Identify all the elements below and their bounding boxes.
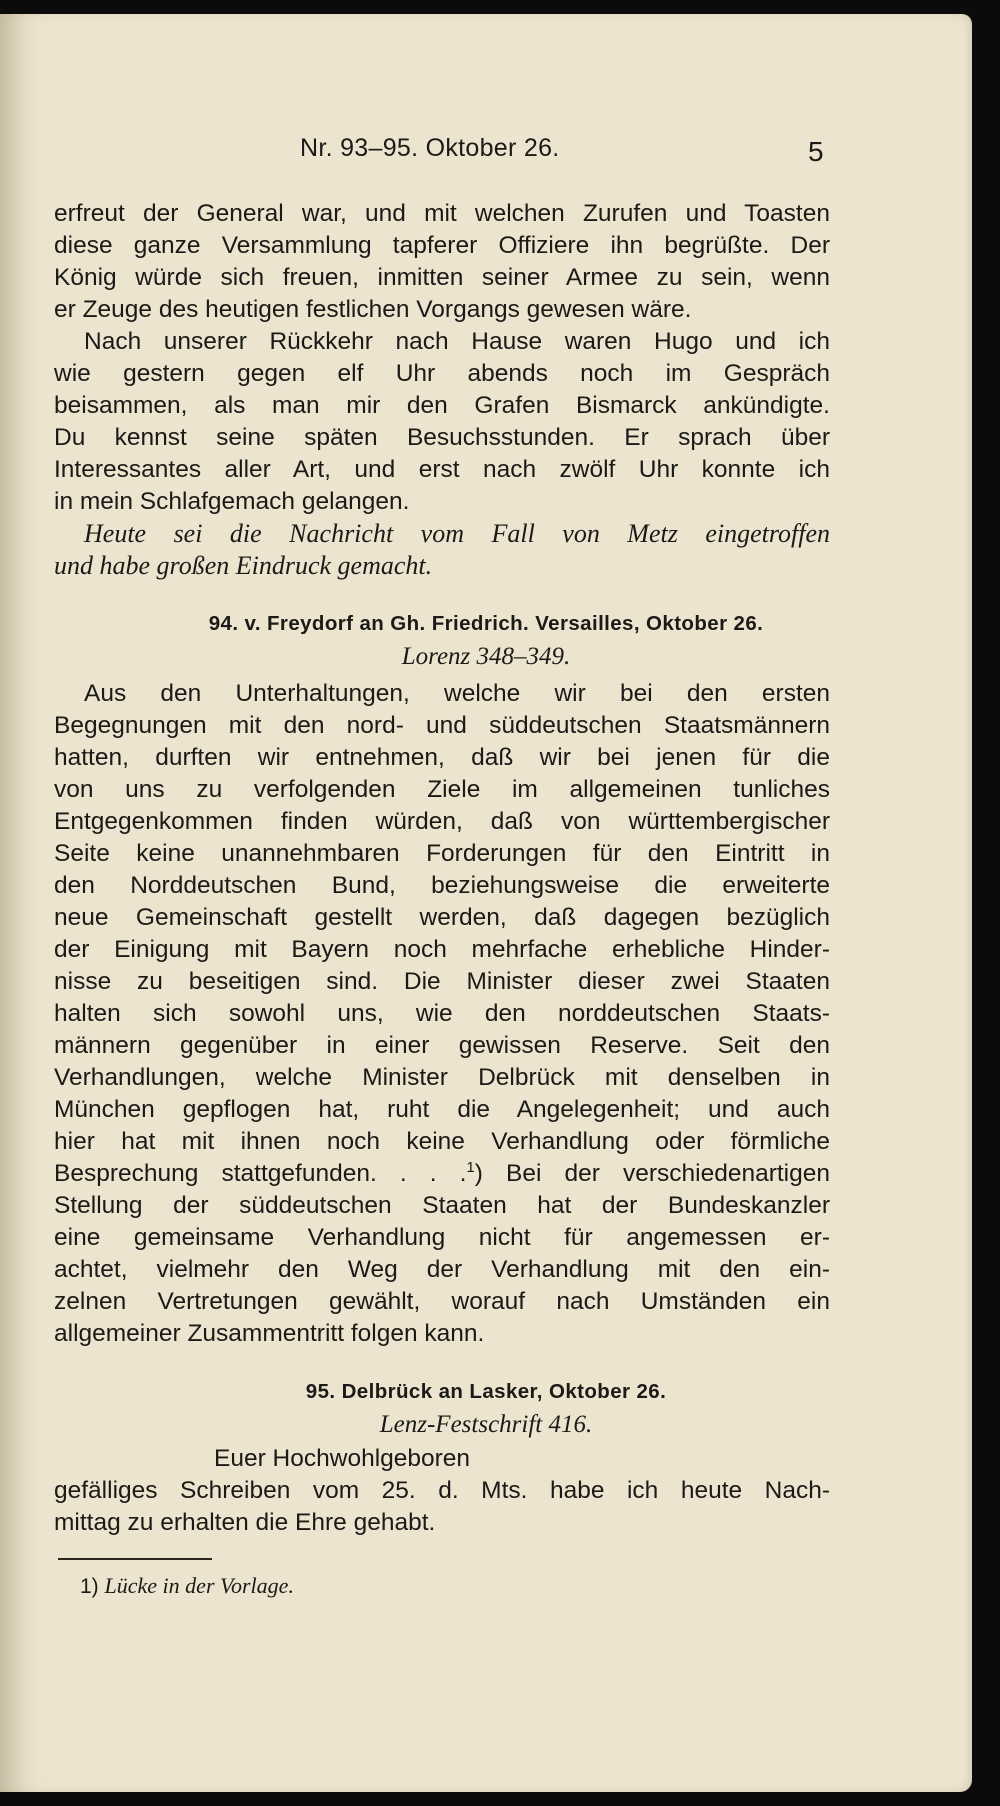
footnote-reference: 1 bbox=[466, 1158, 475, 1176]
text-line-with-footnote bbox=[54, 1158, 830, 1190]
text-line: hier hat mit ihnen noch keine Verhandlung oder förmliche bbox=[54, 1128, 830, 1155]
text-line: mittag zu erhalten die Ehre gehabt. bbox=[54, 1509, 436, 1536]
text-line: hatten, durften wir entnehmen, daß wir bei jenen für die bbox=[54, 744, 830, 771]
text-segment: Besprechung stattgefunden. . . . bbox=[54, 1160, 467, 1187]
text-line: Interessantes aller Art, und erst nach zwölf Uhr konnte ich bbox=[54, 456, 830, 483]
document-95-source: Lenz-Festschrift 416. bbox=[379, 1411, 593, 1438]
document-95-heading: 95. Delbrück an Lasker, Oktober 26. bbox=[305, 1380, 667, 1403]
text-line: von uns zu verfolgenden Ziele im allgemeinen tunliches bbox=[54, 776, 830, 803]
text-line: er Zeuge des heutigen festlichen Vorgangs gewesen wäre. bbox=[54, 296, 692, 323]
text-line: gefälliges Schreiben vom 25. d. Mts. habe ich heute Nach- bbox=[54, 1477, 830, 1504]
text-line: König würde sich freuen, inmitten seiner Armee zu sein, wenn bbox=[54, 264, 830, 291]
running-title: Nr. 93–95. Oktober 26. bbox=[300, 134, 560, 162]
text-line: neue Gemeinschaft gestellt werden, daß dagegen bezüglich bbox=[54, 904, 830, 931]
text-line: halten sich sowohl uns, wie den norddeutschen Staats- bbox=[54, 1000, 830, 1027]
text-line: eine gemeinsame Verhandlung nicht für angemessen er- bbox=[54, 1224, 830, 1251]
text-line: nisse zu beseitigen sind. Die Minister dieser zwei Staaten bbox=[54, 968, 830, 995]
text-line: wie gestern gegen elf Uhr abends noch im Gespräch bbox=[54, 360, 830, 387]
text-line: Seite keine unannehmbaren Forderungen für den Eintritt in bbox=[54, 840, 830, 867]
text-line: zelnen Vertretungen gewählt, worauf nach Umständen ein bbox=[54, 1288, 830, 1315]
text-segment: ) Bei der verschiedenartigen bbox=[474, 1160, 831, 1187]
text-line: München gepflogen hat, ruht die Angelegenheit; und auch bbox=[54, 1096, 830, 1123]
text-line: den Norddeutschen Bund, beziehungsweise die erweiterte bbox=[54, 872, 830, 899]
book-page bbox=[0, 14, 972, 1792]
text-line: in mein Schlafgemach gelangen. bbox=[54, 488, 410, 515]
text-line: und habe großen Eindruck gemacht. bbox=[54, 551, 433, 580]
footnote-separator bbox=[58, 1558, 212, 1560]
paragraph-continuation bbox=[54, 198, 830, 326]
footnote-text: Lücke in der Vorlage. bbox=[104, 1573, 294, 1598]
paragraph-bismarck-visit bbox=[54, 326, 830, 518]
page-number: 5 bbox=[808, 136, 824, 167]
document-94-heading: 94. v. Freydorf an Gh. Friedrich. Versailles, Oktober 26. bbox=[208, 612, 764, 635]
text-line: männern gegenüber in einer gewissen Reserve. Seit den bbox=[54, 1032, 830, 1059]
salutation: Euer Hochwohlgeboren bbox=[214, 1445, 471, 1472]
text-line: Entgegenkommen finden würden, daß von württembergischer bbox=[54, 808, 830, 835]
document-95-body bbox=[54, 1443, 830, 1539]
page-header bbox=[0, 130, 972, 170]
text-line: achtet, vielmehr den Weg der Verhandlung mit den ein- bbox=[54, 1256, 830, 1283]
document-94-body bbox=[54, 678, 830, 1350]
text-line: erfreut der General war, und mit welchen Zurufen und Toasten bbox=[54, 200, 830, 227]
text-line: der Einigung mit Bayern noch mehrfache erhebliche Hinder- bbox=[54, 936, 830, 963]
text-line: allgemeiner Zusammentritt folgen kann. bbox=[54, 1320, 485, 1347]
paragraph-metz-news bbox=[54, 518, 830, 582]
text-line: beisammen, als man mir den Grafen Bismarck ankündigte. bbox=[54, 392, 830, 419]
text-line: Verhandlungen, welche Minister Delbrück mit denselben in bbox=[54, 1064, 830, 1091]
footnote-marker: 1) bbox=[80, 1575, 99, 1598]
text-line: Du kennst seine späten Besuchsstunden. Er sprach über bbox=[54, 424, 830, 451]
text-line: Begegnungen mit den nord- und süddeutschen Staatsmännern bbox=[54, 712, 830, 739]
document-94-source: Lorenz 348–349. bbox=[401, 643, 571, 670]
footnote bbox=[80, 1570, 294, 1602]
text-line: diese ganze Versammlung tapferer Offiziere ihn begrüßte. Der bbox=[54, 232, 830, 259]
text-line: Heute sei die Nachricht vom Fall von Metz eingetroffen bbox=[84, 519, 830, 548]
text-line: Aus den Unterhaltungen, welche wir bei den ersten bbox=[84, 680, 830, 707]
text-line: Stellung der süddeutschen Staaten hat der Bundeskanzler bbox=[54, 1192, 830, 1219]
text-line: Nach unserer Rückkehr nach Hause waren Hugo und ich bbox=[84, 328, 830, 355]
